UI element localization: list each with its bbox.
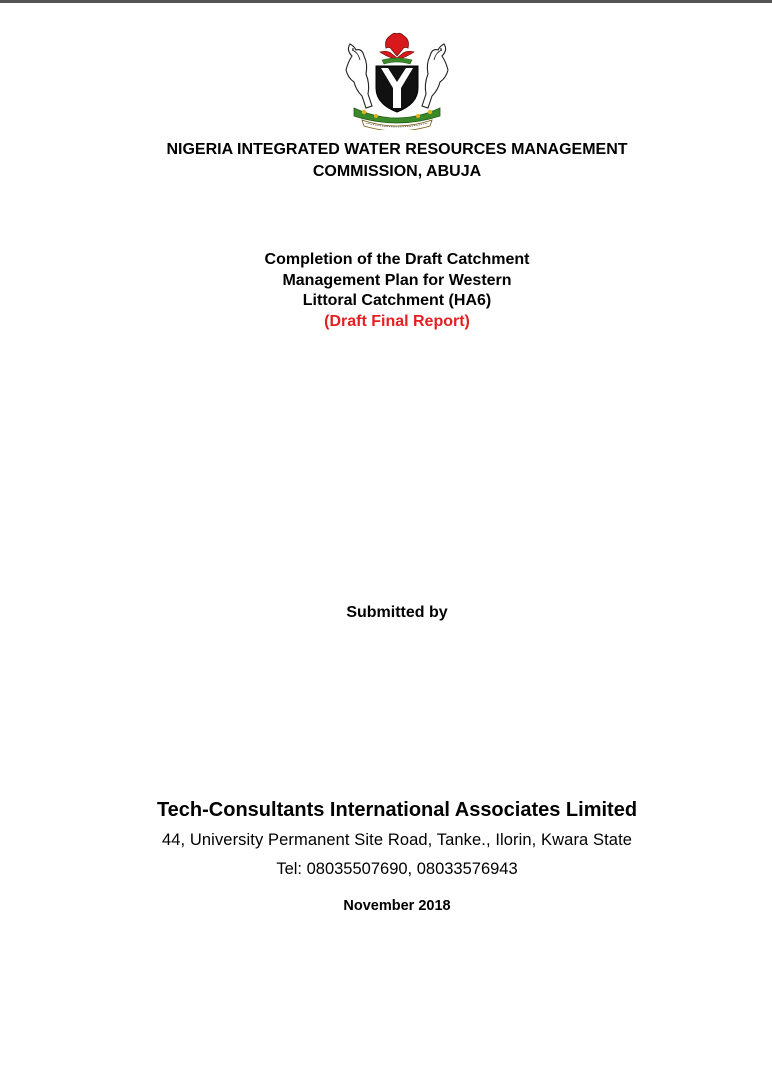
title-line-2: Management Plan for Western	[282, 271, 512, 289]
title-line-1: Completion of the Draft Catchment	[264, 251, 530, 268]
issuer-heading	[0, 139, 772, 183]
issuer-line-2: COMMISSION, ABUJA	[312, 163, 482, 180]
report-date: November 2018	[343, 898, 451, 914]
title-line-3: Littoral Catchment (HA6)	[302, 292, 492, 309]
submitted-by-label: Submitted by	[346, 604, 448, 621]
report-title	[0, 250, 772, 332]
company-name: Tech-Consultants International Associates Limited	[156, 799, 638, 821]
issuer-line-1: NIGERIA INTEGRATED WATER RESOURCES MANAGEMENT	[166, 141, 628, 158]
company-telephone: Tel: 08035507690, 08033576943	[276, 860, 518, 878]
company-address: 44, University Permanent Site Road, Tanke., Ilorin, Kwara State	[161, 831, 633, 849]
nigeria-coat-of-arms-icon	[336, 30, 458, 130]
report-status: (Draft Final Report)	[324, 312, 470, 330]
